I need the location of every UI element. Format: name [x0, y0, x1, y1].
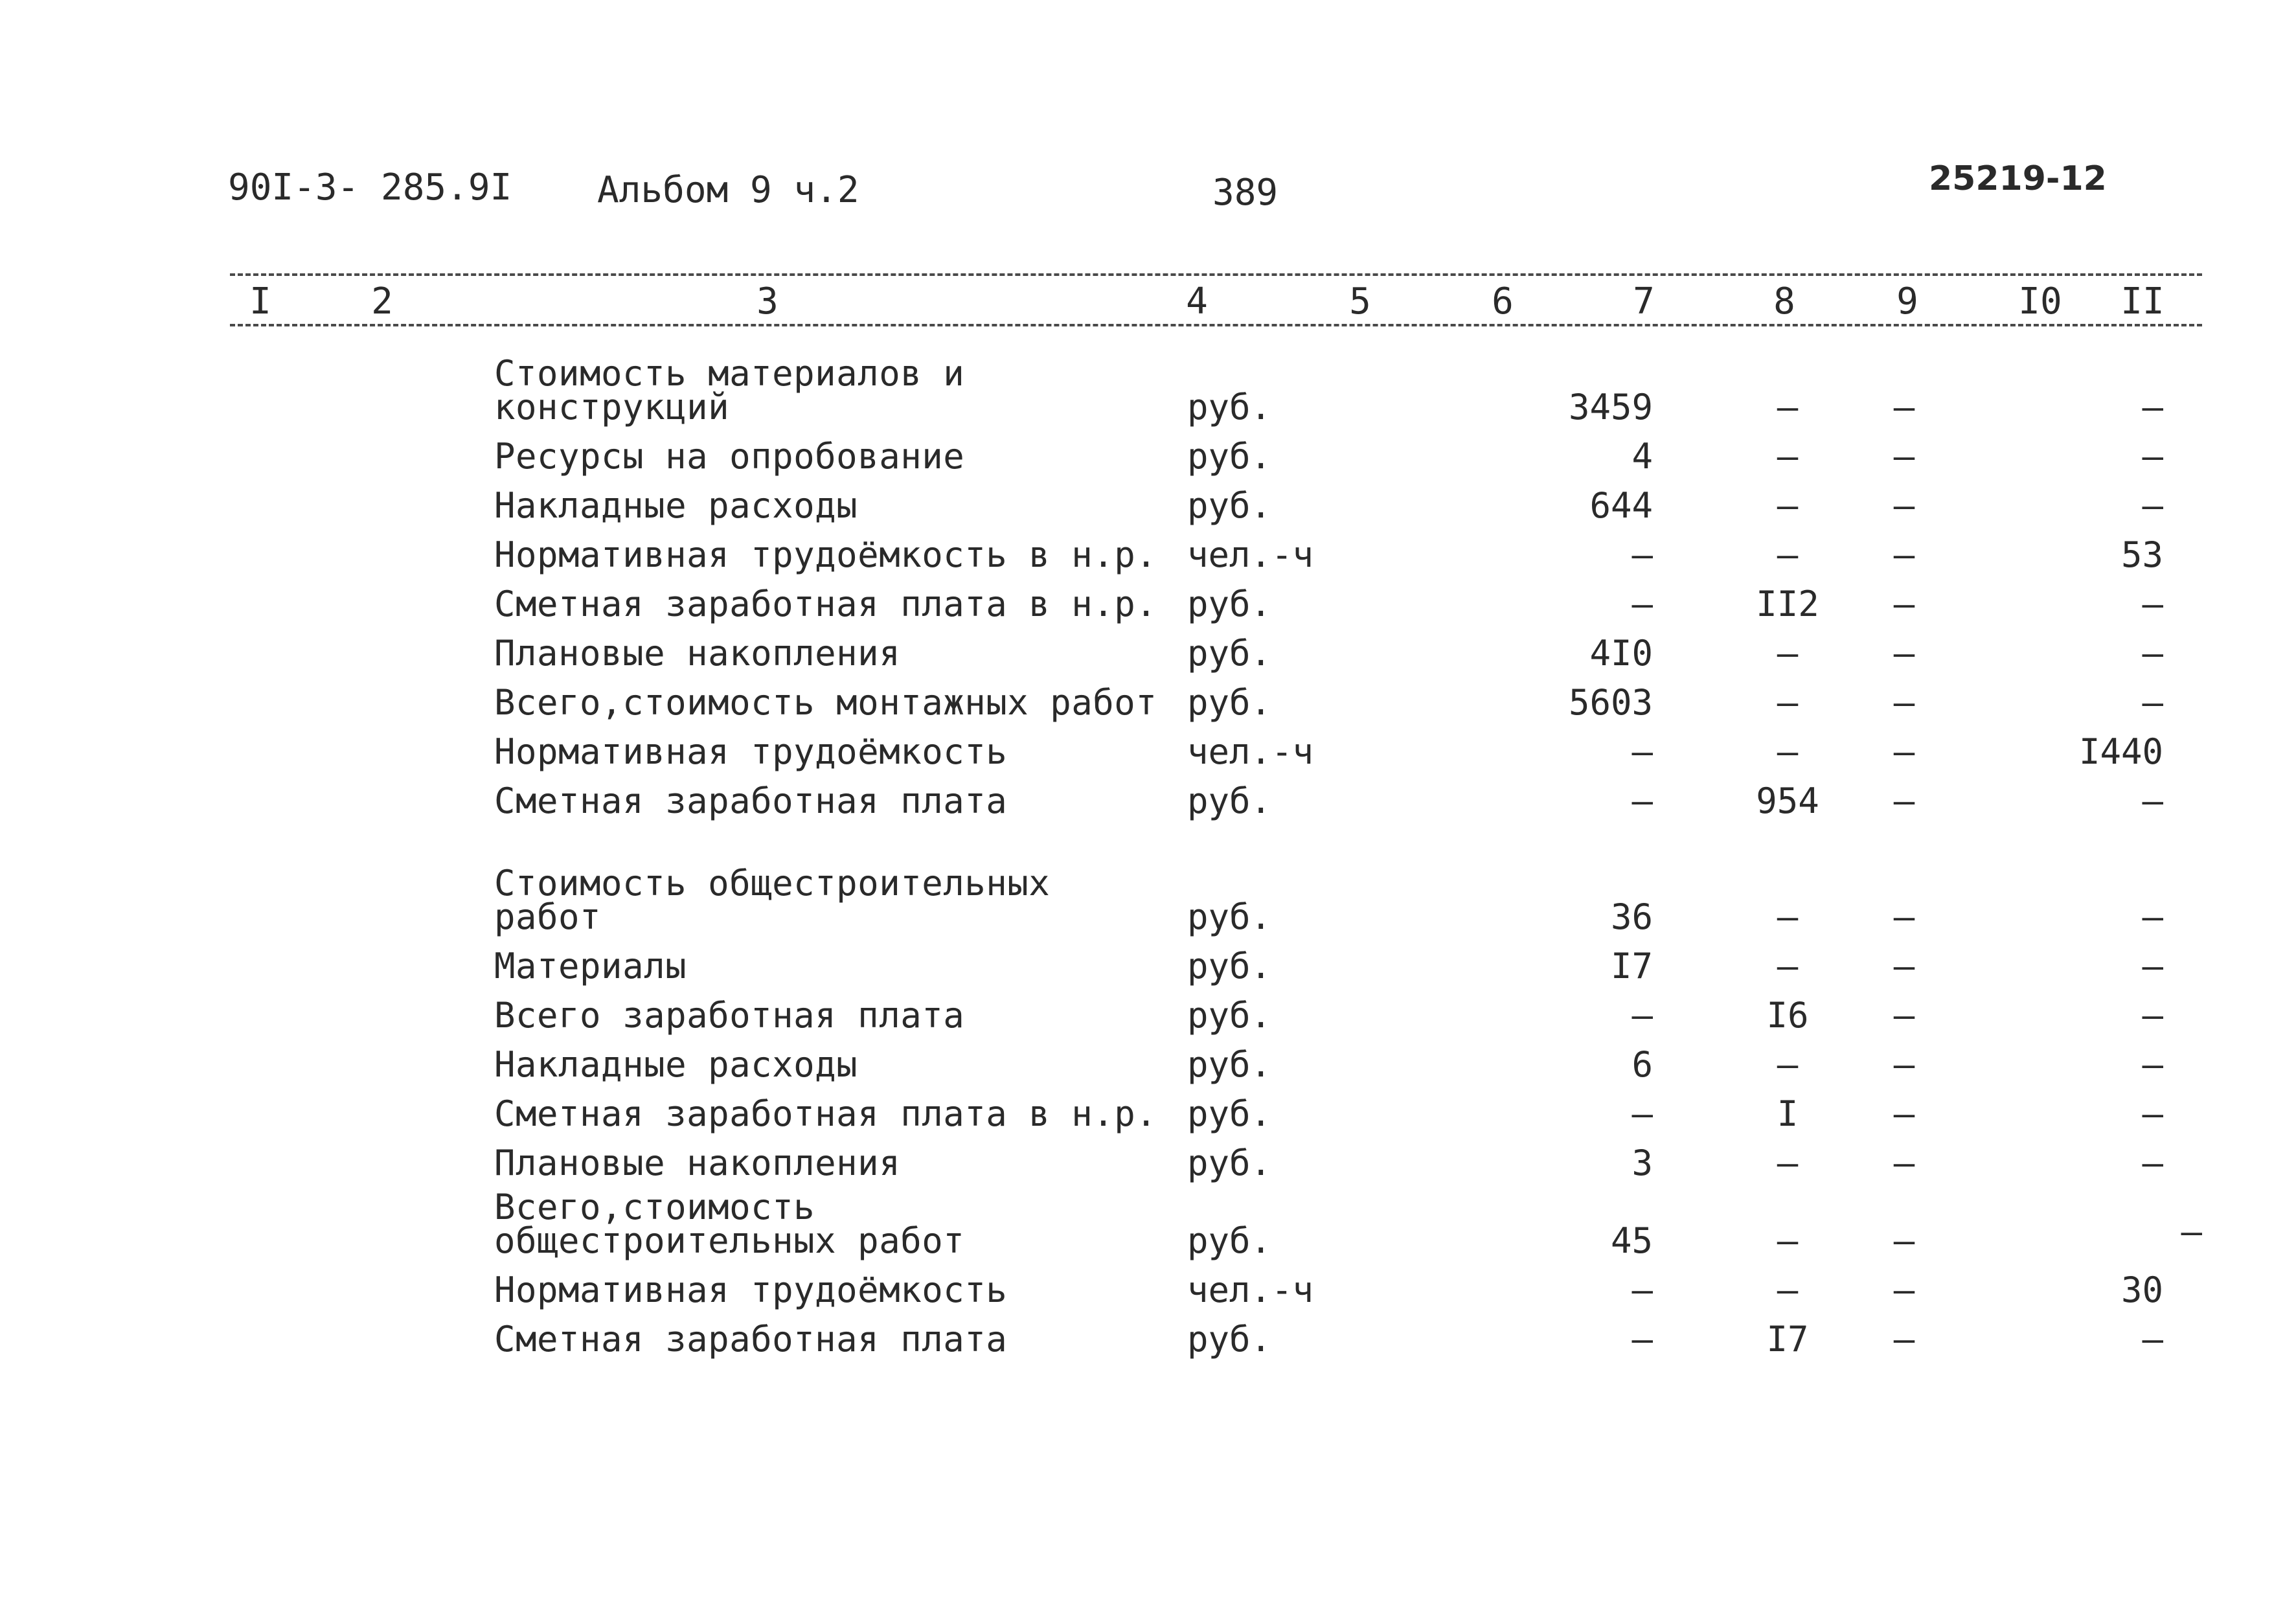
table-row [0, 863, 2296, 937]
row-col9: – [1893, 485, 1915, 526]
row-col7: 5603 [1568, 682, 1653, 723]
table-row [0, 347, 2296, 427]
row-col7: 4I0 [1589, 633, 1653, 674]
row-col11: 53 [2120, 534, 2163, 575]
row-col9: – [1893, 1093, 1915, 1134]
row-col11: 30 [2120, 1270, 2163, 1310]
row-name: Нормативная трудоёмкость [494, 1270, 1008, 1310]
row-col7: – [1631, 1270, 1653, 1310]
column-number: 5 [1349, 280, 1371, 323]
row-unit: руб. [1187, 682, 1272, 723]
row-col7: 3459 [1568, 387, 1653, 427]
row-col9: – [1893, 781, 1915, 821]
column-number: I0 [2018, 280, 2062, 323]
row-unit: руб. [1187, 1220, 1272, 1261]
row-unit: руб. [1187, 436, 1272, 477]
row-unit: руб. [1187, 1093, 1272, 1134]
row-col11: – [2181, 1211, 2202, 1252]
row-col9: – [1893, 436, 1915, 477]
row-col11: – [2142, 1044, 2163, 1085]
row-col11: – [2142, 946, 2163, 986]
header-rule-top [230, 273, 2202, 276]
row-col7: 4 [1631, 436, 1653, 477]
table-row [0, 720, 2296, 772]
column-number: 4 [1186, 280, 1208, 323]
table-row [0, 1131, 2296, 1183]
row-col7: 644 [1589, 485, 1653, 526]
row-col9: – [1893, 1319, 1915, 1360]
row-col9: – [1893, 1044, 1915, 1085]
row-col9: – [1893, 995, 1915, 1036]
row-col9: – [1893, 896, 1915, 937]
row-col7: – [1631, 584, 1653, 624]
row-col11: – [2142, 781, 2163, 821]
row-col11: – [2142, 584, 2163, 624]
row-col7: – [1631, 731, 1653, 772]
table-row [0, 1258, 2296, 1310]
row-col9: – [1893, 731, 1915, 772]
column-number: 6 [1492, 280, 1514, 323]
row-col11: – [2142, 896, 2163, 937]
row-name: Всего заработная плата [494, 995, 965, 1036]
row-name: Стоимость материалов и конструкций [494, 353, 965, 427]
row-name: Накладные расходы [494, 485, 858, 526]
row-col7: – [1631, 995, 1653, 1036]
row-unit: руб. [1187, 387, 1272, 427]
row-name: Сметная заработная плата в н.р. [494, 1093, 1157, 1134]
row-col8: – [1777, 633, 1799, 674]
row-col8: – [1777, 682, 1799, 723]
row-col11: – [2142, 387, 2163, 427]
row-col11: – [2142, 682, 2163, 723]
album-label: Альбом 9 ч.2 [597, 169, 859, 211]
table-row [0, 1032, 2296, 1085]
row-col7: I7 [1610, 946, 1653, 986]
column-number: 8 [1773, 280, 1795, 323]
column-number: II [2120, 280, 2165, 323]
row-col11: – [2142, 995, 2163, 1036]
row-col8: – [1777, 436, 1799, 477]
table-row [0, 523, 2296, 575]
row-unit: руб. [1187, 633, 1272, 674]
header-rule-bottom [230, 324, 2202, 326]
row-col9: – [1893, 633, 1915, 674]
row-col8: – [1777, 1270, 1799, 1310]
row-col8: – [1777, 1143, 1799, 1183]
row-unit: руб. [1187, 485, 1272, 526]
table-row [0, 473, 2296, 526]
row-name: Нормативная трудоёмкость [494, 731, 1008, 772]
row-col8: I7 [1766, 1319, 1809, 1360]
row-unit: руб. [1187, 1044, 1272, 1085]
column-number: 2 [371, 280, 393, 323]
row-col11: – [2142, 436, 2163, 477]
row-col9: – [1893, 534, 1915, 575]
row-col7: 6 [1631, 1044, 1653, 1085]
row-unit: руб. [1187, 584, 1272, 624]
row-col9: – [1893, 946, 1915, 986]
row-name: Всего,стоимость общестроительных работ [494, 1187, 965, 1261]
row-name: Сметная заработная плата [494, 781, 1008, 821]
row-col7: 36 [1610, 896, 1653, 937]
row-unit: руб. [1187, 781, 1272, 821]
row-col7: – [1631, 1319, 1653, 1360]
row-col9: – [1893, 584, 1915, 624]
row-unit: руб. [1187, 896, 1272, 937]
row-col8: – [1777, 1044, 1799, 1085]
column-number: I [249, 280, 271, 323]
row-col9: – [1893, 387, 1915, 427]
row-col9: – [1893, 1270, 1915, 1310]
row-col8: – [1777, 1220, 1799, 1261]
row-col11: – [2142, 485, 2163, 526]
column-number: 7 [1633, 280, 1655, 323]
row-col7: – [1631, 781, 1653, 821]
row-col8: – [1777, 731, 1799, 772]
row-col9: – [1893, 1220, 1915, 1261]
row-name: Плановые накопления [494, 1143, 901, 1183]
row-col8: II2 [1756, 584, 1819, 624]
row-col8: – [1777, 485, 1799, 526]
row-col11: – [2142, 633, 2163, 674]
table-row [0, 1307, 2296, 1360]
row-col7: 45 [1610, 1220, 1653, 1261]
row-unit: чел.-ч [1187, 731, 1314, 772]
row-col8: 954 [1756, 781, 1819, 821]
row-col8: – [1777, 387, 1799, 427]
table-row [0, 424, 2296, 477]
row-col11: – [2142, 1093, 2163, 1134]
row-name: Плановые накопления [494, 633, 901, 674]
table-row [0, 1082, 2296, 1134]
table-row [0, 670, 2296, 723]
row-unit: руб. [1187, 946, 1272, 986]
row-col7: – [1631, 1093, 1653, 1134]
row-unit: руб. [1187, 1319, 1272, 1360]
row-col11: – [2142, 1143, 2163, 1183]
row-name: Нормативная трудоёмкость в н.р. [494, 534, 1157, 575]
row-col8: I6 [1766, 995, 1809, 1036]
row-col8: – [1777, 896, 1799, 937]
column-number: 9 [1896, 280, 1918, 323]
row-name: Всего,стоимость монтажных работ [494, 682, 1157, 723]
row-unit: руб. [1187, 995, 1272, 1036]
row-col8: I [1777, 1093, 1799, 1134]
table-row [0, 934, 2296, 986]
table-row [0, 572, 2296, 624]
row-name: Ресурсы на опробование [494, 436, 965, 477]
row-col11: – [2142, 1319, 2163, 1360]
document-code: 90I-3- 285.9I [228, 166, 512, 209]
row-col8: – [1777, 946, 1799, 986]
table-row [0, 769, 2296, 821]
row-name: Накладные расходы [494, 1044, 858, 1085]
row-name: Материалы [494, 946, 687, 986]
row-col11: I440 [2078, 731, 2163, 772]
row-col7: – [1631, 534, 1653, 575]
column-number: 3 [756, 280, 779, 323]
row-col8: – [1777, 534, 1799, 575]
row-name: Сметная заработная плата [494, 1319, 1008, 1360]
page-number: 389 [1212, 172, 1279, 214]
table-row [0, 621, 2296, 674]
row-name: Стоимость общестроительных работ [494, 863, 1051, 937]
table-row [0, 983, 2296, 1036]
row-unit: чел.-ч [1187, 1270, 1314, 1310]
row-name: Сметная заработная плата в н.р. [494, 584, 1157, 624]
sheet-number: 25219-12 [1929, 159, 2107, 198]
row-unit: чел.-ч [1187, 534, 1314, 575]
row-unit: руб. [1187, 1143, 1272, 1183]
row-col7: 3 [1631, 1143, 1653, 1183]
table-row [0, 1180, 2296, 1261]
row-col9: – [1893, 682, 1915, 723]
row-col9: – [1893, 1143, 1915, 1183]
